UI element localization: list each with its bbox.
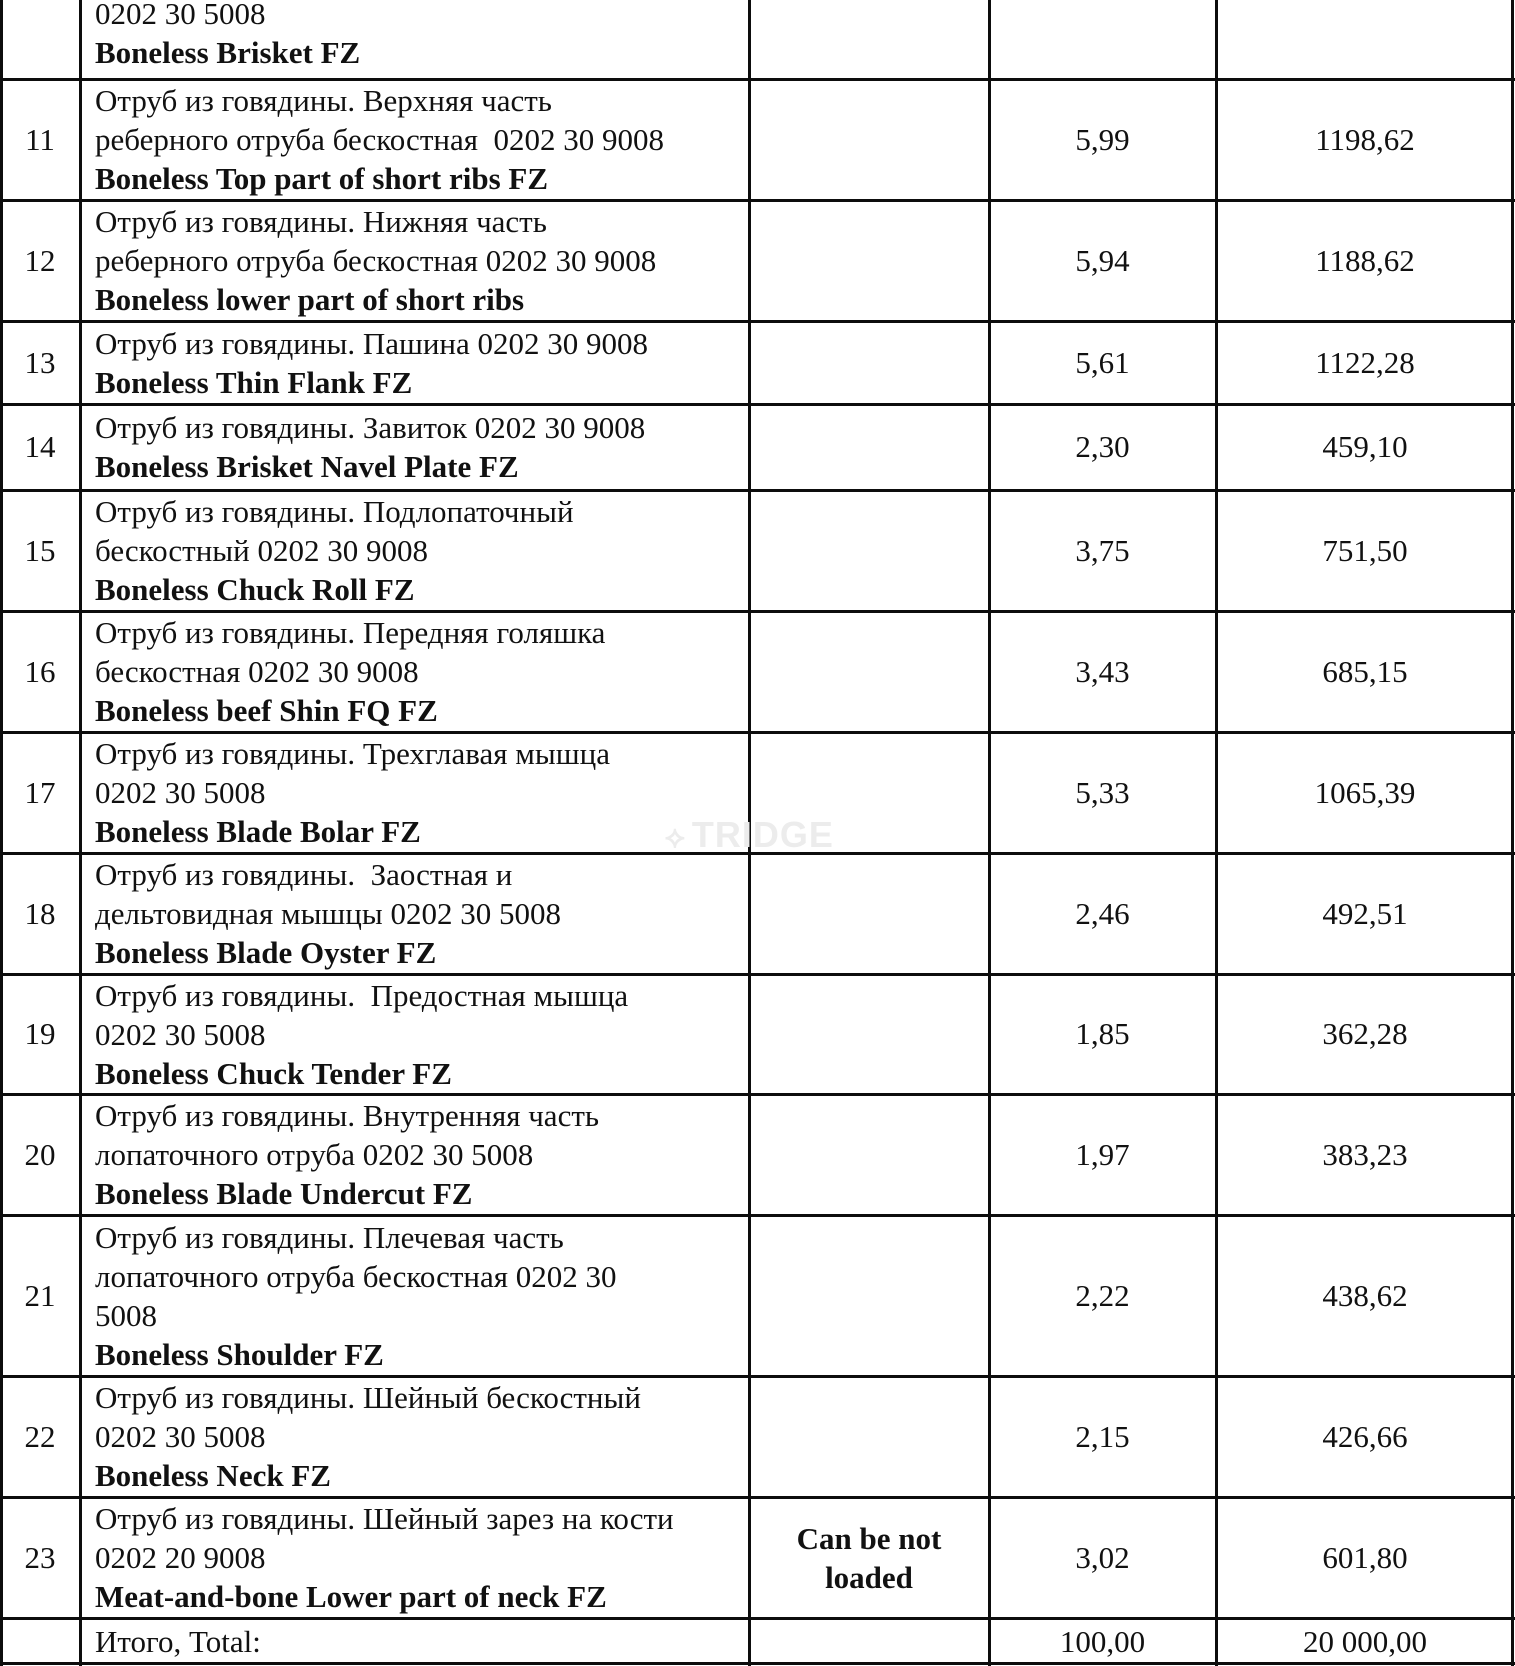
row-divider (0, 1617, 1515, 1620)
total-amount: 20 000,00 (1303, 1624, 1427, 1659)
column-divider (748, 0, 751, 1666)
total-amount-cell (1216, 1618, 1514, 1666)
row-divider (0, 1662, 1515, 1665)
row-number: 21 (24, 1277, 56, 1313)
amount-value: 383,23 (1322, 1136, 1408, 1172)
description-ru-line: лопаточного отруба 0202 30 5008 (95, 1137, 534, 1172)
description-en: Boneless Shoulder FZ (95, 1336, 384, 1372)
percent-value: 3,43 (1075, 653, 1130, 689)
amount-cell (1216, 0, 1514, 79)
total-label-cell (80, 1618, 749, 1666)
row-number: 11 (25, 121, 55, 157)
row-divider (0, 1214, 1515, 1217)
row-divider (0, 320, 1515, 323)
description-en: Boneless Thin Flank FZ (95, 364, 413, 400)
description-ru-line: бескостная 0202 30 9008 (95, 654, 419, 689)
total-percent: 100,00 (1059, 1624, 1146, 1659)
total-percent-cell (989, 1618, 1216, 1666)
row-number: 14 (24, 429, 56, 464)
row-divider (0, 199, 1515, 202)
amount-cell (1216, 1094, 1514, 1215)
description-ru-line: Отруб из говядины. Плечевая часть (95, 1219, 564, 1255)
row-number-cell (0, 1094, 80, 1215)
description-cell (80, 79, 749, 200)
amount-value: 1122,28 (1315, 344, 1415, 380)
description-cell (80, 200, 749, 321)
row-number-cell (0, 79, 80, 200)
amount-value: 1065,39 (1314, 774, 1416, 810)
row-divider (0, 973, 1515, 976)
percent-value: 5,61 (1075, 344, 1130, 380)
description-en: Boneless Chuck Tender FZ (95, 1055, 452, 1091)
description-ru-line: Отруб из говядины. Шейный зарез на кости (95, 1501, 674, 1536)
row-divider (0, 852, 1515, 855)
amount-cell (1216, 321, 1514, 404)
percent-value: 5,99 (1075, 121, 1130, 157)
row-number: 17 (24, 774, 56, 810)
amount-value: 492,51 (1322, 895, 1408, 931)
note-cell (749, 79, 989, 200)
note-cell (749, 974, 989, 1094)
column-divider (79, 0, 82, 1666)
description-en: Boneless Brisket FZ (95, 35, 361, 70)
description-ru-line: Отруб из говядины. Шейный бескостный (95, 1380, 641, 1415)
description-ru-line: 0202 30 5008 (95, 0, 266, 31)
description-en: Boneless Blade Undercut FZ (95, 1176, 473, 1211)
description-ru-line: Отруб из говядины. Заостная и (95, 857, 513, 892)
note-cell (749, 0, 989, 79)
row-divider (0, 1496, 1515, 1499)
note-cell (749, 1094, 989, 1215)
percent-value: 1,85 (1075, 1016, 1130, 1051)
description-ru-line: Отруб из говядины. Нижняя часть (95, 204, 547, 239)
description-ru-line: реберного отруба бескостная 0202 30 9008 (95, 243, 657, 278)
description-ru-line: лопаточного отруба бескостная 0202 30 (95, 1258, 617, 1294)
note-cell (749, 404, 989, 490)
percent-value: 3,02 (1075, 1539, 1130, 1575)
description-en: Boneless Blade Bolar FZ (95, 814, 421, 849)
note-cell (749, 732, 989, 853)
percent-value: 5,94 (1075, 242, 1130, 278)
description-en: Boneless Blade Oyster FZ (95, 935, 437, 970)
percent-cell (989, 79, 1216, 200)
percent-value: 5,33 (1075, 774, 1130, 810)
amount-cell (1216, 1376, 1514, 1497)
description-ru-line: 5008 (95, 1297, 157, 1333)
description-cell (80, 1497, 749, 1618)
total-note-cell (749, 1618, 989, 1666)
row-number: 18 (24, 895, 56, 931)
row-number-cell (0, 1376, 80, 1497)
description-ru-line: Отруб из говядины. Верхняя часть (95, 83, 552, 118)
description-en: Boneless Neck FZ (95, 1458, 331, 1493)
percent-value: 2,22 (1075, 1277, 1130, 1313)
amount-value: 601,80 (1322, 1539, 1408, 1575)
amount-cell (1216, 200, 1514, 321)
description-ru-line: Отруб из говядины. Предостная мышца (95, 977, 629, 1013)
row-number: 22 (24, 1418, 56, 1454)
row-number-cell (0, 200, 80, 321)
percent-value: 1,97 (1075, 1136, 1130, 1172)
description-cell (80, 490, 749, 611)
row-number-cell (0, 853, 80, 974)
note-cell (749, 853, 989, 974)
percent-cell (989, 1215, 1216, 1376)
percent-value: 2,46 (1075, 895, 1130, 931)
row-number: 20 (24, 1136, 56, 1172)
column-divider (1511, 0, 1514, 1666)
amount-cell (1216, 732, 1514, 853)
percent-cell (989, 404, 1216, 490)
percent-cell (989, 1376, 1216, 1497)
description-ru-line: 0202 30 5008 (95, 775, 266, 810)
note-cell (749, 321, 989, 404)
row-number-cell (0, 1497, 80, 1618)
amount-cell (1216, 79, 1514, 200)
total-label: Итого, Total: (95, 1624, 261, 1659)
row-number: 23 (24, 1539, 56, 1575)
description-cell (80, 853, 749, 974)
description-cell (80, 1376, 749, 1497)
note-cell (749, 200, 989, 321)
description-ru-line: 0202 30 5008 (95, 1016, 266, 1052)
row-number-cell (0, 404, 80, 490)
note-cell (749, 1497, 989, 1618)
description-en: Boneless lower part of short ribs (95, 282, 525, 317)
percent-cell (989, 974, 1216, 1094)
amount-cell (1216, 490, 1514, 611)
description-ru-line: Отруб из говядины. Пашина 0202 30 9008 (95, 325, 649, 361)
amount-value: 438,62 (1322, 1277, 1408, 1313)
description-cell (80, 732, 749, 853)
description-ru-line: 0202 20 9008 (95, 1540, 266, 1575)
percent-value: 3,75 (1075, 532, 1130, 568)
row-number-cell (0, 490, 80, 611)
row-number: 16 (24, 653, 56, 689)
column-divider (1215, 0, 1218, 1666)
description-cell (80, 611, 749, 732)
description-ru-line: Отруб из говядины. Внутренняя часть (95, 1098, 600, 1133)
description-cell (80, 1094, 749, 1215)
row-divider (0, 1093, 1515, 1096)
row-number-cell (0, 0, 80, 79)
row-number-cell (0, 611, 80, 732)
note-text: Can be not (796, 1520, 942, 1556)
percent-cell (989, 1497, 1216, 1618)
description-en: Boneless Chuck Roll FZ (95, 572, 415, 607)
amount-cell (1216, 853, 1514, 974)
row-divider (0, 489, 1515, 492)
row-number-cell (0, 321, 80, 404)
amount-cell (1216, 404, 1514, 490)
row-divider (0, 610, 1515, 613)
percent-cell (989, 611, 1216, 732)
description-cell (80, 404, 749, 490)
description-ru-line: Отруб из говядины. Передняя голяшка (95, 615, 606, 650)
percent-value: 2,15 (1075, 1418, 1130, 1454)
amount-value: 1198,62 (1315, 121, 1415, 157)
percent-cell (989, 0, 1216, 79)
percent-cell (989, 853, 1216, 974)
amount-cell (1216, 974, 1514, 1094)
row-number-cell (0, 1215, 80, 1376)
amount-value: 459,10 (1322, 429, 1408, 464)
description-en: Boneless Brisket Navel Plate FZ (95, 449, 519, 484)
amount-cell (1216, 611, 1514, 732)
percent-cell (989, 321, 1216, 404)
column-divider (0, 0, 3, 1666)
row-number: 19 (24, 1016, 56, 1051)
percent-cell (989, 732, 1216, 853)
percent-value: 2,30 (1075, 429, 1130, 464)
description-en: Boneless beef Shin FQ FZ (95, 693, 438, 728)
description-ru-line: реберного отруба бескостная 0202 30 9008 (95, 122, 664, 157)
amount-cell (1216, 1497, 1514, 1618)
row-number: 13 (24, 344, 56, 380)
amount-cell (1216, 1215, 1514, 1376)
percent-cell (989, 490, 1216, 611)
row-number-cell (0, 732, 80, 853)
description-ru-line: Отруб из говядины. Завиток 0202 30 9008 (95, 410, 646, 445)
description-cell (80, 0, 749, 79)
description-ru-line: бескостный 0202 30 9008 (95, 533, 428, 568)
description-cell (80, 321, 749, 404)
note-cell (749, 1215, 989, 1376)
row-divider (0, 403, 1515, 406)
watermark-text: TRIDGE (691, 814, 834, 855)
description-ru-line: Отруб из говядины. Трехглавая мышца (95, 736, 610, 771)
percent-cell (989, 200, 1216, 321)
row-number-cell (0, 974, 80, 1094)
description-cell (80, 974, 749, 1094)
column-divider (988, 0, 991, 1666)
row-divider (0, 1375, 1515, 1378)
row-divider (0, 731, 1515, 734)
amount-value: 685,15 (1322, 653, 1408, 689)
note-text: loaded (825, 1559, 913, 1595)
tridge-logo-icon: ⟡ (665, 821, 686, 854)
amount-value: 362,28 (1322, 1016, 1408, 1051)
row-number: 12 (24, 242, 56, 278)
description-en: Boneless Top part of short ribs FZ (95, 161, 549, 196)
description-ru-line: Отруб из говядины. Подлопаточный (95, 494, 574, 529)
amount-value: 426,66 (1322, 1418, 1408, 1454)
note-cell (749, 490, 989, 611)
description-ru-line: 0202 30 5008 (95, 1419, 266, 1454)
note-cell (749, 1376, 989, 1497)
amount-value: 751,50 (1322, 532, 1408, 568)
description-ru-line: дельтовидная мышцы 0202 30 5008 (95, 896, 561, 931)
description-cell (80, 1215, 749, 1376)
row-number: 15 (24, 532, 56, 568)
note-cell (749, 611, 989, 732)
percent-cell (989, 1094, 1216, 1215)
amount-value: 1188,62 (1315, 242, 1415, 278)
row-divider (0, 78, 1515, 81)
description-en: Meat-and-bone Lower part of neck FZ (95, 1579, 607, 1614)
total-number-cell (0, 1618, 80, 1666)
